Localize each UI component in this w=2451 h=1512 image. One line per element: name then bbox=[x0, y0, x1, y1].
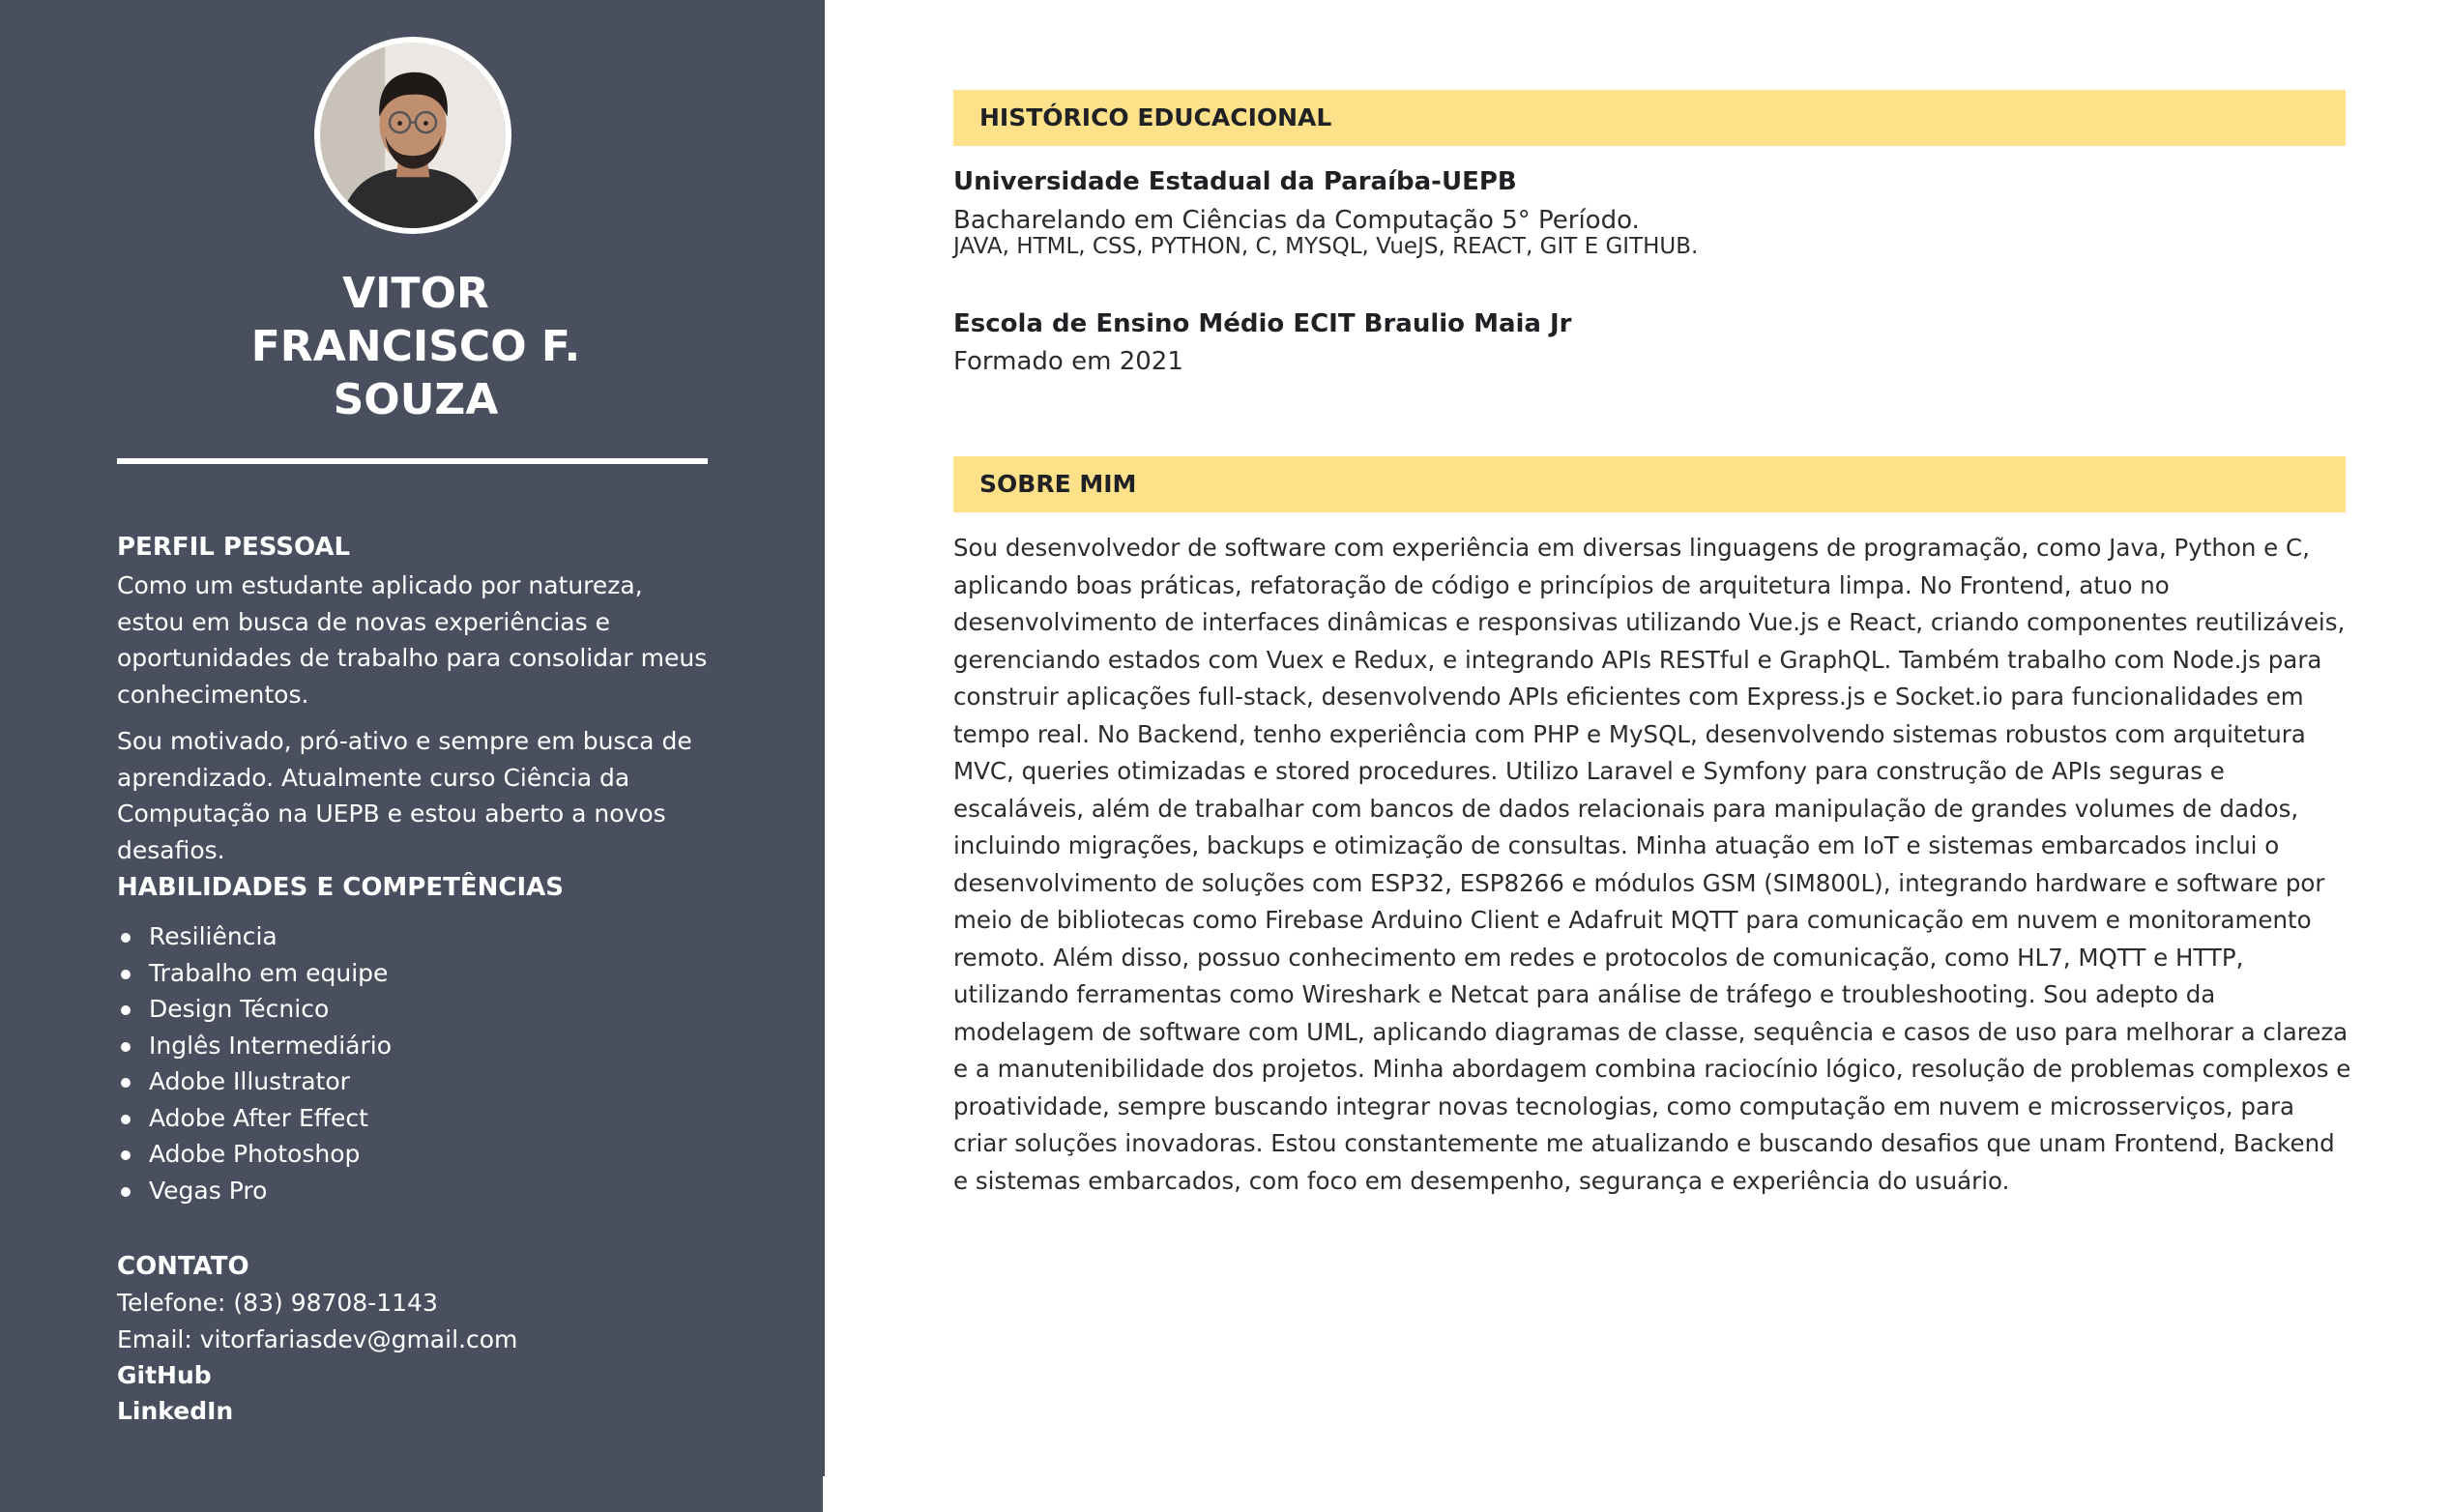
person-name bbox=[135, 267, 696, 426]
sidebar bbox=[0, 0, 825, 1512]
about-heading: SOBRE MIM bbox=[979, 470, 1137, 498]
education-detail-1: Bacharelando em Ciências da Computação 5° Período. bbox=[953, 206, 1640, 235]
linkedin-link[interactable]: LinkedIn bbox=[117, 1397, 234, 1425]
about-text: Sou desenvolvedor de software com experiência em diversas linguagens de programação, como Java, Python e C, aplicando boas práticas, refatoração de código e princípios de arquitetura limpa. No Frontend, atuo no desenvolvimento de interfaces dinâmicas e responsivas utilizando Vue.js e React, criando componentes reutilizáveis, gerenciando estados com Vuex e Redux, e integrando APIs RESTful e GraphQL. Também trabalho com Node.js para construir aplicações full-stack, desenvolvendo APIs eficientes com Express.js e Socket.io para funcionalidades em tempo real. No Backend, tenho experiência com PHP e MySQL, desenvolvendo sistemas robustos com arquitetura MVC, queries otimizadas e stored procedures. Utilizo Laravel e Symfony para construção de APIs seguras e escaláveis, além de trabalhar com bancos de dados relacionais para manipulação de grandes volumes de dados, incluindo migrações, backups e otimização de consultas. Minha atuação em IoT e sistemas embarcados inclui o desenvolvimento de soluções com ESP32, ESP8266 e módulos GSM (SIM800L), integrando hardware e software por meio de bibliotecas como Firebase Arduino Client e Adafruit MQTT para comunicação em nuvem e monitoramento remoto. Além disso, possuo conhecimento em redes e protocolos de comunicação, como HL7, MQTT e HTTP, utilizando ferramentas como Wireshark e Netcat para análise de tráfego e troubleshooting. Sou adepto da modelagem de software com UML, aplicando diagramas de classe, sequência e casos de uso para melhorar a clareza e a manutenibilidade dos projetos. Minha abordagem combina raciocínio lógico, resolução de problemas complexos e proatividade, sempre buscando integrar novas tecnologias, como computação em nuvem e microsserviços, para criar soluções inovadoras. Estou constantemente me atualizando e buscando desafios que unam Frontend, Backend e sistemas embarcados, com foco em desempenho, segurança e experiência do usuário. bbox=[953, 534, 2351, 1195]
bullet-icon bbox=[121, 1078, 131, 1088]
list-item: Vegas Pro bbox=[117, 1173, 392, 1209]
bullet-icon bbox=[121, 1150, 131, 1160]
contact-phone: Telefone: (83) 98708-1143 bbox=[117, 1289, 438, 1317]
bullet-icon bbox=[121, 1187, 131, 1197]
education-section-bar bbox=[953, 90, 2346, 146]
personal-profile-heading: PERFIL PESSOAL bbox=[117, 533, 351, 562]
bullet-icon bbox=[121, 1042, 131, 1052]
skills-list bbox=[117, 918, 392, 1208]
profile-photo-icon bbox=[320, 43, 506, 228]
github-link[interactable]: GitHub bbox=[117, 1361, 212, 1389]
list-item: Adobe After Effect bbox=[117, 1100, 392, 1137]
personal-profile-paragraph-1: Como um estudante aplicado por natureza, estou em busca de novas experiências e oportunidades de trabalho para consolidar meus conhecimentos. bbox=[117, 571, 708, 709]
list-item: Adobe Illustrator bbox=[117, 1063, 392, 1100]
name-line-1: VITOR bbox=[342, 269, 489, 318]
name-divider bbox=[117, 458, 708, 464]
contact-heading: CONTATO bbox=[117, 1252, 249, 1281]
personal-profile-paragraph-2: Sou motivado, pró-ativo e sempre em busca de aprendizado. Atualmente curso Ciência da Computação na UEPB e estou aberto a novos desafios. bbox=[117, 727, 692, 864]
education-institution-1: Universidade Estadual da Paraíba-UEPB bbox=[953, 167, 1517, 196]
education-detail-2: Formado em 2021 bbox=[953, 347, 1183, 376]
list-item: Inglês Intermediário bbox=[117, 1028, 392, 1064]
about-section-bar bbox=[953, 456, 2346, 512]
bullet-icon bbox=[121, 970, 131, 979]
list-item: Adobe Photoshop bbox=[117, 1136, 392, 1173]
list-item: Trabalho em equipe bbox=[117, 955, 392, 992]
list-item: Design Técnico bbox=[117, 991, 392, 1028]
bullet-icon bbox=[121, 933, 131, 943]
list-item: Resiliência bbox=[117, 918, 392, 955]
education-skills-1: JAVA, HTML, CSS, PYTHON, C, MYSQL, VueJS, REACT, GIT E GITHUB. bbox=[953, 234, 1699, 259]
name-line-2: FRANCISCO F. bbox=[250, 322, 581, 371]
avatar bbox=[314, 37, 511, 234]
education-institution-2: Escola de Ensino Médio ECIT Braulio Maia Jr bbox=[953, 309, 1572, 338]
bullet-icon bbox=[121, 1005, 131, 1015]
bullet-icon bbox=[121, 1115, 131, 1124]
skills-heading: HABILIDADES E COMPETÊNCIAS bbox=[117, 873, 564, 902]
sidebar-edge-gap bbox=[823, 1476, 826, 1512]
name-line-3: SOUZA bbox=[333, 375, 499, 424]
education-heading: HISTÓRICO EDUCACIONAL bbox=[979, 103, 1332, 131]
contact-email[interactable]: Email: vitorfariasdev@gmail.com bbox=[117, 1325, 518, 1353]
